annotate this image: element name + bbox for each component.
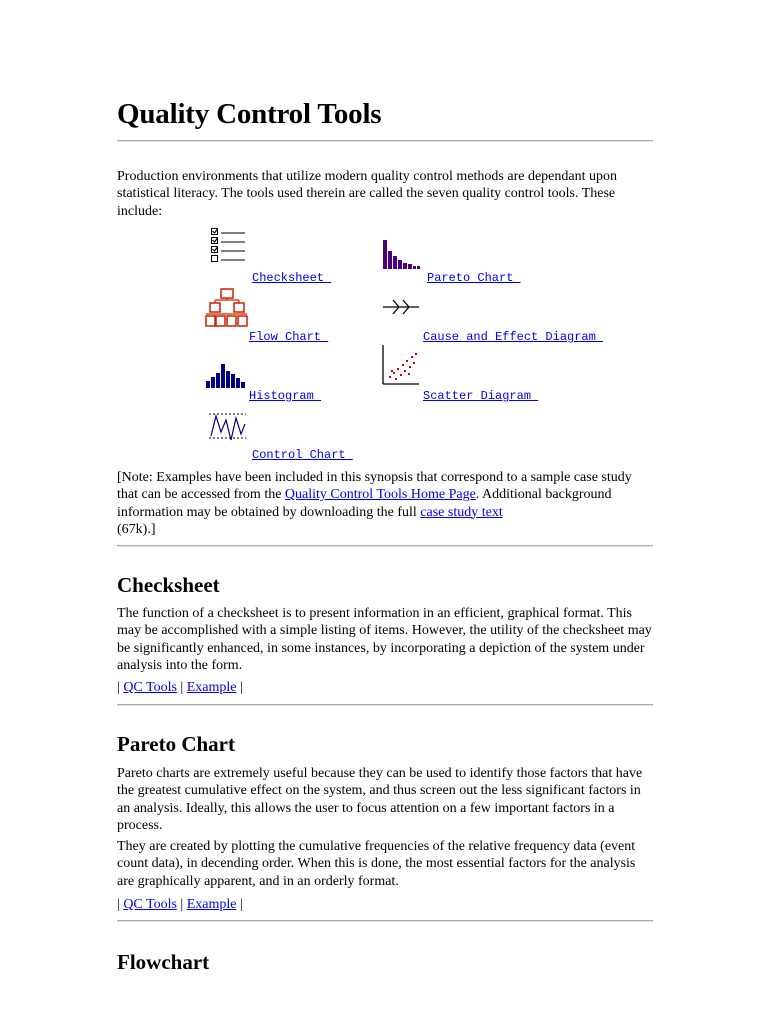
control-chart-icon: [209, 410, 247, 442]
section-heading-flowchart: Flowchart: [117, 950, 210, 974]
checksheet-paragraph: The function of a checksheet is to present information in an efficient, graphical format. This may be accomplished with a simple listing of items. However, the utility of the checksheet may be significantly enhanced, in some instances, by incorporating a depiction of the system under analysis into the form.: [117, 606, 652, 673]
example-link[interactable]: Example: [186, 897, 237, 912]
qc-home-page-link[interactable]: Quality Control Tools Home Page: [284, 487, 476, 503]
divider: [117, 920, 653, 922]
divider: [117, 545, 653, 547]
qc-tools-link[interactable]: QC Tools: [123, 897, 177, 912]
cause-effect-icon: [383, 298, 421, 316]
divider: [117, 704, 653, 706]
page-title: Quality Control Tools: [117, 98, 382, 130]
pareto-paragraph-2: They are created by plotting the cumulative frequencies of the relative frequency data (event count data), in decending order. When this is done, the most essential factors for the analysis are graphically apparent, and in an orderly format.: [117, 839, 636, 889]
histogram-icon: [206, 362, 248, 388]
pareto-paragraph-1: Pareto charts are extremely useful because they can be used to identify those factors that have the greatest cumulative effect on the system, and thus screen out the less significant factors in an analysis. Ideally, this allows the user to focus attention on a few important factors in a process.: [117, 766, 643, 833]
control-chart-link[interactable]: Control Chart: [252, 448, 353, 462]
qc-tools-link[interactable]: QC Tools: [123, 680, 177, 695]
scatter-diagram-link[interactable]: Scatter Diagram: [423, 389, 539, 403]
checksheet-link[interactable]: Checksheet: [252, 271, 332, 285]
cause-effect-link[interactable]: Cause and Effect Diagram: [423, 330, 604, 344]
scatter-diagram-icon: [382, 345, 420, 385]
case-study-link[interactable]: case study text: [420, 504, 503, 520]
histogram-link[interactable]: Histogram: [249, 389, 322, 403]
example-link[interactable]: Example: [186, 680, 237, 695]
intro-paragraph: Production environments that utilize modern quality control methods are dependant upon statistical literacy. The tools used therein are called the seven quality control tools. These include:: [117, 169, 617, 219]
flow-chart-icon: [205, 287, 249, 329]
pareto-chart-icon: [383, 240, 425, 270]
note-paragraph: [Note: Examples have been included in this synopsis that correspond to a sample case study that can be accessed from the Quality Control Tools Home Page. Additional background information may be obtained by downloading the full case study text (67k).]: [117, 470, 632, 537]
pareto-chart-link[interactable]: Pareto Chart: [427, 271, 521, 285]
flow-chart-link[interactable]: Flow Chart: [249, 330, 329, 344]
section-nav: | QC Tools | Example |: [117, 897, 243, 912]
section-nav: | QC Tools | Example |: [117, 680, 243, 695]
checksheet-icon: [210, 227, 246, 263]
section-heading-checksheet: Checksheet: [117, 573, 220, 597]
divider: [117, 140, 653, 142]
section-heading-pareto: Pareto Chart: [117, 732, 235, 756]
